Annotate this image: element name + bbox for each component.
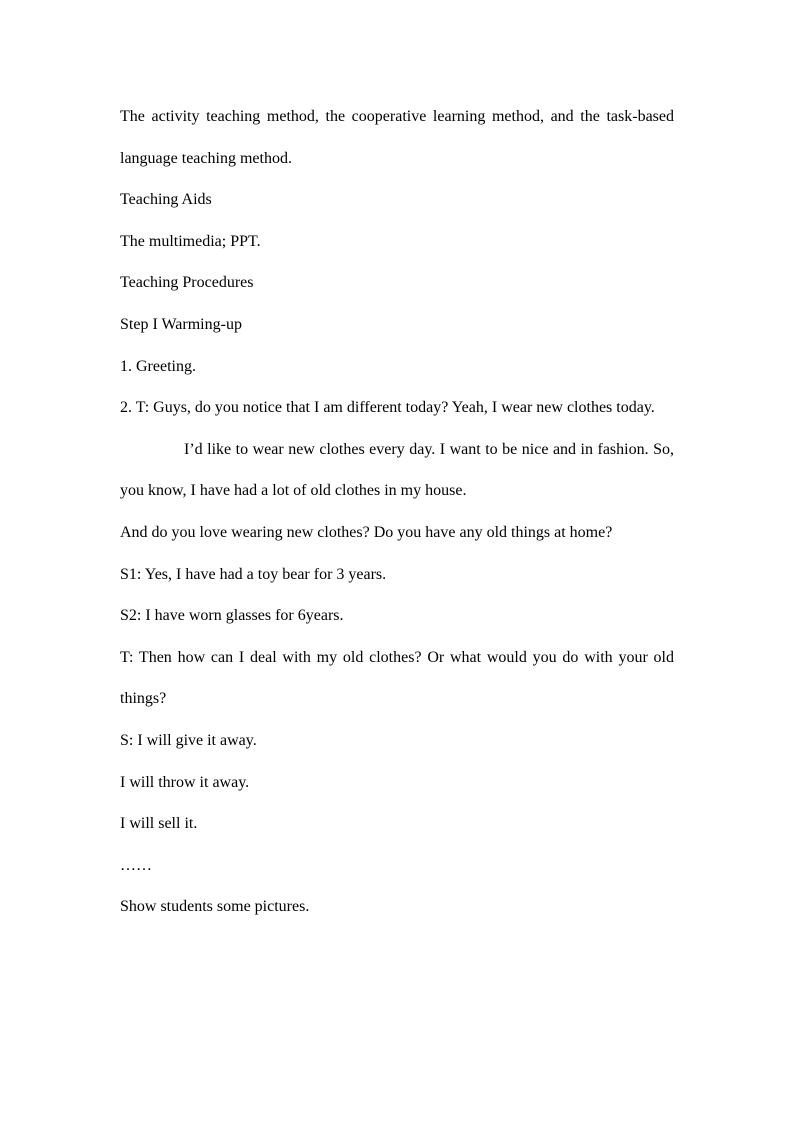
show-pictures-instruction: Show students some pictures. — [120, 898, 310, 916]
students-answer-sell: I will sell it. — [120, 815, 198, 833]
teaching-methods-paragraph: The activity teaching method, the cooperative learning method, and the task-based language teaching method. — [120, 108, 674, 167]
student-one-answer: S1: Yes, I have had a toy bear for 3 years. — [120, 565, 387, 583]
students-answer-throw: I will throw it away. — [120, 773, 250, 791]
teaching-procedures-heading: Teaching Procedures — [120, 274, 254, 292]
teaching-aids-heading: Teaching Aids — [120, 191, 212, 209]
ellipsis-line: …… — [120, 856, 152, 874]
greeting-item: 1. Greeting. — [120, 357, 196, 375]
document-body — [120, 96, 674, 928]
student-two-answer: S2: I have worn glasses for 6years. — [120, 607, 344, 625]
teacher-question-paragraph: And do you love wearing new clothes? Do you have any old things at home? — [120, 523, 613, 541]
step-one-heading: Step I Warming-up — [120, 315, 242, 333]
students-answer-give: S: I will give it away. — [120, 731, 257, 749]
teacher-dialogue-paragraph: 2. T: Guys, do you notice that I am different today? Yeah, I wear new clothes today. — [120, 399, 655, 417]
teacher-followup-question: T: Then how can I deal with my old clothes? Or what would you do with your old things? — [120, 648, 674, 708]
teaching-aids-text: The multimedia; PPT. — [120, 232, 261, 250]
teacher-dialogue-continued: I’d like to wear new clothes every day. I want to be nice and in fashion. So, you know, I have had a lot of old clothes in my house. — [120, 440, 674, 500]
